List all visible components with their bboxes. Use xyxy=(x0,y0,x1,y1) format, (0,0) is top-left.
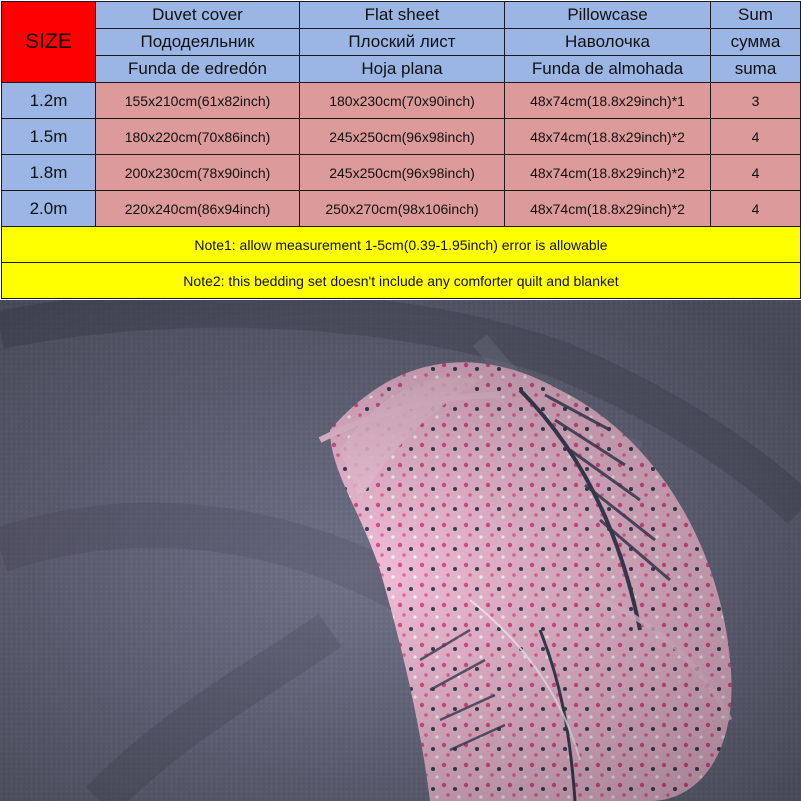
pillowcase-size: 48x74cm(18.8x29inch)*2 xyxy=(505,155,711,191)
pillowcase-size: 48x74cm(18.8x29inch)*2 xyxy=(505,191,711,227)
flat-sheet-header-es: Hoja plana xyxy=(300,56,505,83)
flat-sheet-size: 245x250cm(96x98inch) xyxy=(300,155,505,191)
piece-count: 4 xyxy=(711,191,801,227)
size-label: 2.0m xyxy=(2,191,96,227)
duvet-cover-size: 220x240cm(86x94inch) xyxy=(96,191,300,227)
flat-sheet-size: 245x250cm(96x98inch) xyxy=(300,119,505,155)
flat-sheet-size: 250x270cm(98x106inch) xyxy=(300,191,505,227)
sum-header-en: Sum xyxy=(711,2,801,29)
piece-count: 3 xyxy=(711,83,801,119)
sum-header-ru: сумма xyxy=(711,29,801,56)
duvet-cover-size: 200x230cm(78x90inch) xyxy=(96,155,300,191)
duvet-cover-size: 155x210cm(61x82inch) xyxy=(96,83,300,119)
size-label: 1.2m xyxy=(2,83,96,119)
duvet-cover-header-ru: Пододеяльник xyxy=(96,29,300,56)
duvet-cover-header-es: Funda de edredón xyxy=(96,56,300,83)
pillowcase-size: 48x74cm(18.8x29inch)*2 xyxy=(505,119,711,155)
piece-count: 4 xyxy=(711,155,801,191)
note-row xyxy=(2,263,801,299)
flat-sheet-header-en: Flat sheet xyxy=(300,2,505,29)
size-label: 1.8m xyxy=(2,155,96,191)
piece-count: 4 xyxy=(711,119,801,155)
duvet-cover-size: 180x220cm(70x86inch) xyxy=(96,119,300,155)
pillowcase-header-en: Pillowcase xyxy=(505,2,711,29)
header-row-spanish xyxy=(2,56,801,83)
size-label: 1.5m xyxy=(2,119,96,155)
contents-note: Note2: this bedding set doesn't include any comforter quilt and blanket xyxy=(2,263,801,299)
size-header: SIZE xyxy=(2,2,96,83)
size-table xyxy=(1,1,801,299)
header-row-russian xyxy=(2,29,801,56)
duvet-cover-header-en: Duvet cover xyxy=(96,2,300,29)
table-row xyxy=(2,191,801,227)
flat-sheet-header-ru: Плоский лист xyxy=(300,29,505,56)
table-row xyxy=(2,119,801,155)
note-row xyxy=(2,227,801,263)
header-row-english xyxy=(2,2,801,29)
pillowcase-header-es: Funda de almohada xyxy=(505,56,711,83)
sum-header-es: suma xyxy=(711,56,801,83)
pillowcase-header-ru: Наволочка xyxy=(505,29,711,56)
table-row xyxy=(2,83,801,119)
fabric-photo xyxy=(0,300,801,801)
table-row xyxy=(2,155,801,191)
measurement-note: Note1: allow measurement 1-5cm(0.39-1.95inch) error is allowable xyxy=(2,227,801,263)
pillowcase-size: 48x74cm(18.8x29inch)*1 xyxy=(505,83,711,119)
flat-sheet-size: 180x230cm(70x90inch) xyxy=(300,83,505,119)
